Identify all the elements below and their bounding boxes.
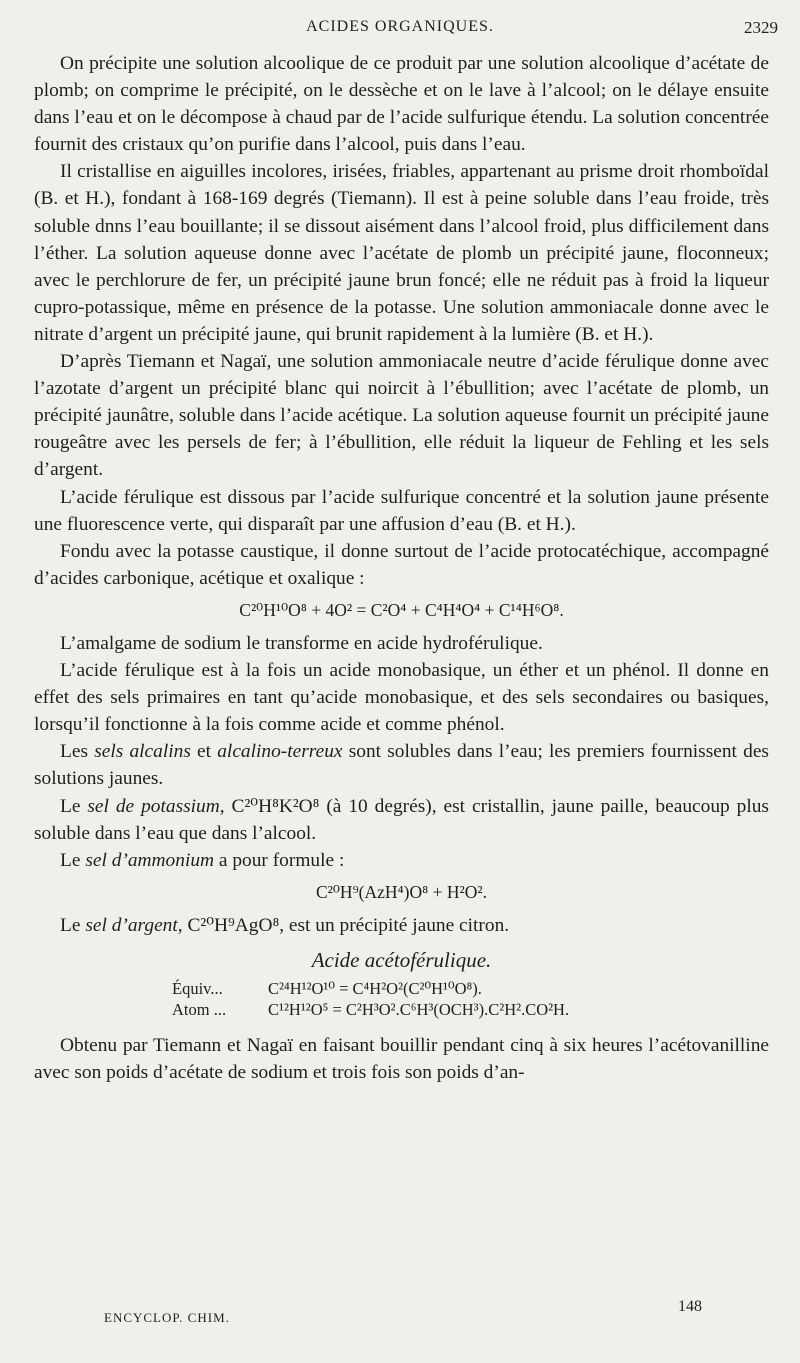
running-head [0,14,800,40]
footer-title: ENCYCLOP. CHIM. [104,1310,230,1325]
paragraph: D’après Tiemann et Nagaï, une solution ammoniacale neutre d’acide férulique donne avec l’azotate d’argent un précipité blanc qui noircit à l’ébullition; avec l’acétate de plomb, un précipité jaunâtre, soluble dans l’acide acétique. La solution aqueuse fournit un précipité jaune rougeâtre avec les persels de fer; à l’ébullition, elle réduit la liqueur de Fehling et les sels d’argent. [34,351,769,481]
italic-term: sel d’argent [85,914,178,936]
running-head-title: ACIDES ORGANIQUES. [306,18,494,35]
text: Le [60,914,86,936]
atom-row [34,999,769,1020]
italic-term: alcalino-terreux [217,741,343,763]
text: Le [60,795,88,817]
equiv-row [34,978,769,999]
equiv-formula: C²⁴H¹²O¹⁰ = C⁴H²O²(C²⁰H¹⁰O⁸). [268,979,482,999]
text: , C²⁰H⁹AgO⁸, est un précipité jaune citron. [177,914,510,936]
body-text [34,50,769,1086]
paragraph: On précipite une solution alcoolique de ce produit par une solution alcoolique d’acétate de plomb; on comprime le précipité, on le dessèche et on le lave à l’alcool; on le délaye ensuite dans l’eau et on le décompose à chaud par de l’acide sulfurique étendu. La solution concentrée fournit des cristaux qu’on purifie dans l’alcool, puis dans l’eau. [34,53,769,156]
italic-term: sel de potassium [87,795,220,817]
paragraph-sel-argent [34,912,769,939]
text: a pour formule : [214,849,345,871]
text: , C²⁰H⁸K²O⁸ (à 10 degrés), est cristallin, jaune paille, beaucoup plus soluble dans l’eau que dans l’alcool. [34,795,769,844]
page-footer [0,1298,800,1338]
atom-label: Atom ... [172,1000,227,1020]
paragraph-sels-alcalins [34,738,769,792]
atom-formula: C¹²H¹²O⁵ = C²H³O².C⁶H³(OCH³).C²H².CO²H. [268,1000,570,1020]
signature-mark: 148 [678,1298,702,1315]
paragraph: Il cristallise en aiguilles incolores, irisées, friables, appartenant au prisme droit rhomboïdal (B. et H.), fondant à 168-169 degrés (Tiemann). Il est à peine soluble dans l’eau froide, très soluble dnns l’eau bouillante; il se dissout aisément dans l’alcool froid, plus difficilement dans l’éther. La solution aqueuse donne avec l’acétate de plomb un précipité jaune, floconneux; avec le perchlorure de fer, un précipité jaune brun foncé; elle ne réduit pas à froid la liqueur cupro-potassique, même en présence de la potasse. Une solution ammoniacale donne avec le nitrate d’argent un précipité jaune, qui brunit rapidement à la lumière (B. et H.). [34,161,769,345]
text: et [190,741,218,763]
italic-term: sel d’ammonium [85,849,215,871]
text: Les [60,741,95,763]
paragraph: Fondu avec la potasse caustique, il donne surtout de l’acide protocatéchique, accompagné d’acides carbonique, acétique et oxalique : [34,540,769,589]
section-heading: Acide acétoférulique. [311,948,492,972]
paragraph: L’acide férulique est à la fois un acide monobasique, un éther et un phénol. Il donne en effet des sels primaires en tant qu’acide monobasique, et des sels secondaires ou basiques, lorsqu’il fonctionne à la fois comme acide et comme phénol. [34,660,769,736]
italic-term: sels alcalins [94,741,191,763]
text: Le [60,849,86,871]
equiv-label: Équiv... [172,979,223,999]
paragraph-sel-potassium [34,793,769,847]
paragraph: Obtenu par Tiemann et Nagaï en faisant bouillir pendant cinq à six heures l’acétovanilline avec son poids d’acétate de sodium et trois fois son poids d’an- [34,1035,769,1084]
text: sont solubles dans l’eau; les premiers fournissent des solutions jaunes. [34,741,769,790]
equation-fusion-potasse: C²⁰H¹⁰O⁸ + 4O² = C²O⁴ + C⁴H⁴O⁴ + C¹⁴H⁶O⁸. [239,599,564,620]
page-number: 2329 [744,18,778,37]
formula-sel-ammonium: C²⁰H⁹(AzH⁴)O⁸ + H²O². [316,881,487,902]
paragraph-sel-ammonium [34,847,769,874]
paragraph: L’acide férulique est dissous par l’acide sulfurique concentré et la solution jaune présente une fluorescence verte, qui disparaît par une affusion d’eau (B. et H.). [34,486,769,535]
formula-block [34,978,769,1020]
paragraph: L’amalgame de sodium le transforme en acide hydroférulique. [60,632,543,654]
